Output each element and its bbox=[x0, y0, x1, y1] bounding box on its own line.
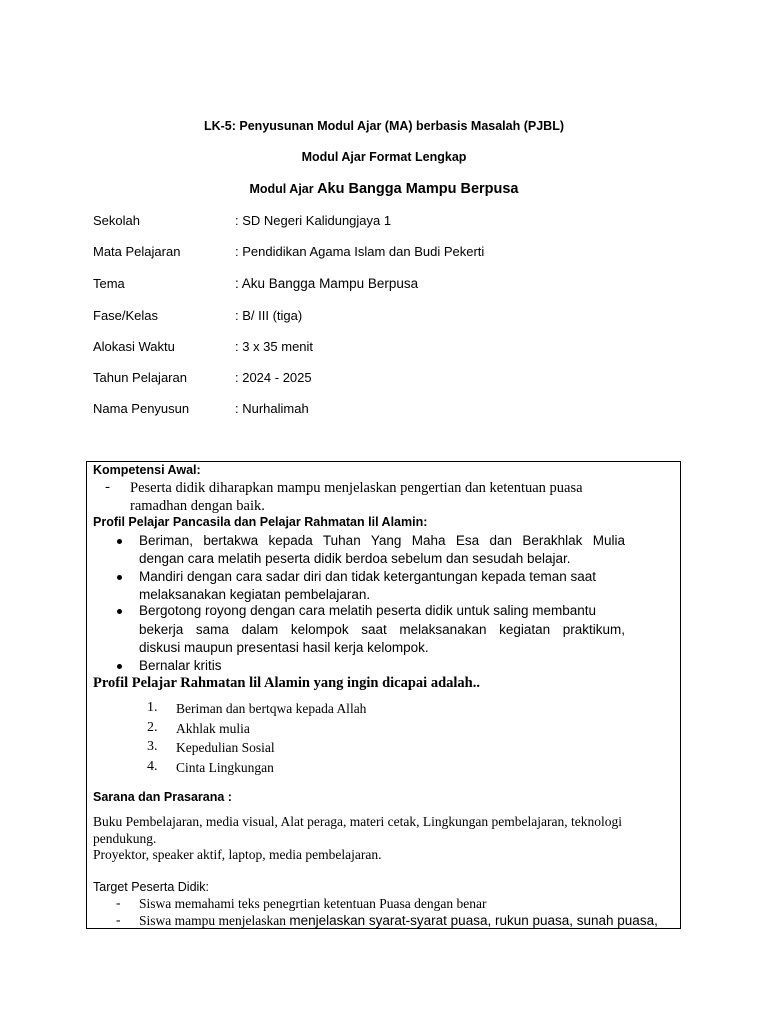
bullet-icon bbox=[117, 575, 122, 580]
identity-value: : Aku Bangga Mampu Berpusa bbox=[235, 276, 419, 291]
sarana-text-line: Buku Pembelajaran, media visual, Alat peraga, materi cetak, Lingkungan pembelajaran, teknologi bbox=[93, 814, 622, 829]
bullet-icon bbox=[117, 664, 122, 669]
rahmatan-item: Cinta Lingkungan bbox=[176, 760, 274, 775]
target-item: Siswa mampu menjelaskan menjelaskan syarat-syarat puasa, rukun puasa, sunah puasa, bbox=[139, 913, 658, 928]
profil-item-line: Bergotong royong dengan cara melatih peserta didik untuk saling membantu bbox=[139, 603, 597, 618]
dash-marker: - bbox=[116, 895, 121, 910]
rahmatan-item: Akhlak mulia bbox=[176, 721, 250, 736]
identity-label: Sekolah bbox=[93, 213, 140, 228]
identity-value: : SD Negeri Kalidungjaya 1 bbox=[235, 213, 392, 228]
rahmatan-heading: Profil Pelajar Rahmatan lil Alamin yang ingin dicapai adalah.. bbox=[93, 675, 480, 691]
content-box bbox=[86, 461, 681, 929]
bullet-icon bbox=[117, 609, 122, 614]
bullet-icon bbox=[117, 539, 122, 544]
profil-item-line: diskusi maupun presentasi hasil kerja kelompok. bbox=[139, 640, 429, 655]
profil-item-line: Mandiri dengan cara sadar diri dan tidak ketergantungan kepada teman saat bbox=[139, 569, 597, 584]
identity-value: : Pendidikan Agama Islam dan Budi Pekerti bbox=[235, 244, 485, 259]
sarana-text-line: pendukung. bbox=[93, 831, 157, 846]
dash-marker: - bbox=[105, 479, 110, 495]
profil-item-line: dengan cara melatih peserta didik berdoa sebelum dan sesudah belajar. bbox=[139, 551, 571, 566]
profil-item-line: Beriman, bertakwa kepada Tuhan Yang Maha Esa dan Berakhlak Mulia bbox=[139, 533, 625, 548]
profil-pancasila-heading: Profil Pelajar Pancasila dan Pelajar Rahmatan lil Alamin: bbox=[93, 515, 428, 529]
identity-value: : 2024 - 2025 bbox=[235, 370, 312, 385]
profil-item-line: melaksanakan kegiatan pembelajaran. bbox=[139, 587, 371, 602]
rahmatan-item: Beriman dan bertqwa kepada Allah bbox=[176, 701, 367, 716]
numbered-marker: 1. bbox=[147, 700, 158, 715]
identity-label: Tema bbox=[93, 276, 125, 291]
identity-label: Fase/Kelas bbox=[93, 308, 159, 323]
format-subtitle: Modul Ajar Format Lengkap bbox=[301, 150, 467, 164]
identity-value: : 3 x 35 menit bbox=[235, 339, 314, 354]
profil-item-line: Bernalar kritis bbox=[139, 658, 222, 673]
kompetensi-text-line: Peserta didik diharapkan mampu menjelaskan pengertian dan ketentuan puasa bbox=[130, 480, 583, 496]
worksheet-title: LK-5: Penyusunan Modul Ajar (MA) berbasis Masalah (PJBL) bbox=[203, 119, 564, 133]
numbered-marker: 4. bbox=[147, 759, 158, 774]
dash-marker: - bbox=[116, 912, 121, 927]
module-title: Modul Ajar Aku Bangga Mampu Berpusa bbox=[249, 181, 519, 197]
rahmatan-item: Kepedulian Sosial bbox=[176, 740, 275, 755]
identity-label: Mata Pelajaran bbox=[93, 244, 181, 259]
target-heading: Target Peserta Didik: bbox=[93, 880, 210, 894]
sarana-heading: Sarana dan Prasarana : bbox=[93, 790, 232, 804]
kompetensi-text-line: ramadhan dengan baik. bbox=[130, 498, 265, 514]
target-item: Siswa memahami teks penegrtian ketentuan Puasa dengan benar bbox=[139, 896, 487, 911]
numbered-marker: 2. bbox=[147, 720, 158, 735]
sarana-text-line: Proyektor, speaker aktif, laptop, media pembelajaran. bbox=[93, 847, 382, 862]
identity-label: Alokasi Waktu bbox=[93, 339, 175, 354]
identity-value: : Nurhalimah bbox=[235, 401, 309, 416]
numbered-marker: 3. bbox=[147, 739, 158, 754]
identity-label: Tahun Pelajaran bbox=[93, 370, 187, 385]
kompetensi-heading: Kompetensi Awal: bbox=[93, 463, 201, 477]
profil-item-line: bekerja sama dalam kelompok saat melaksanakan kegiatan praktikum, bbox=[139, 622, 625, 637]
identity-label: Nama Penyusun bbox=[93, 401, 190, 416]
identity-value: : B/ III (tiga) bbox=[235, 308, 303, 323]
